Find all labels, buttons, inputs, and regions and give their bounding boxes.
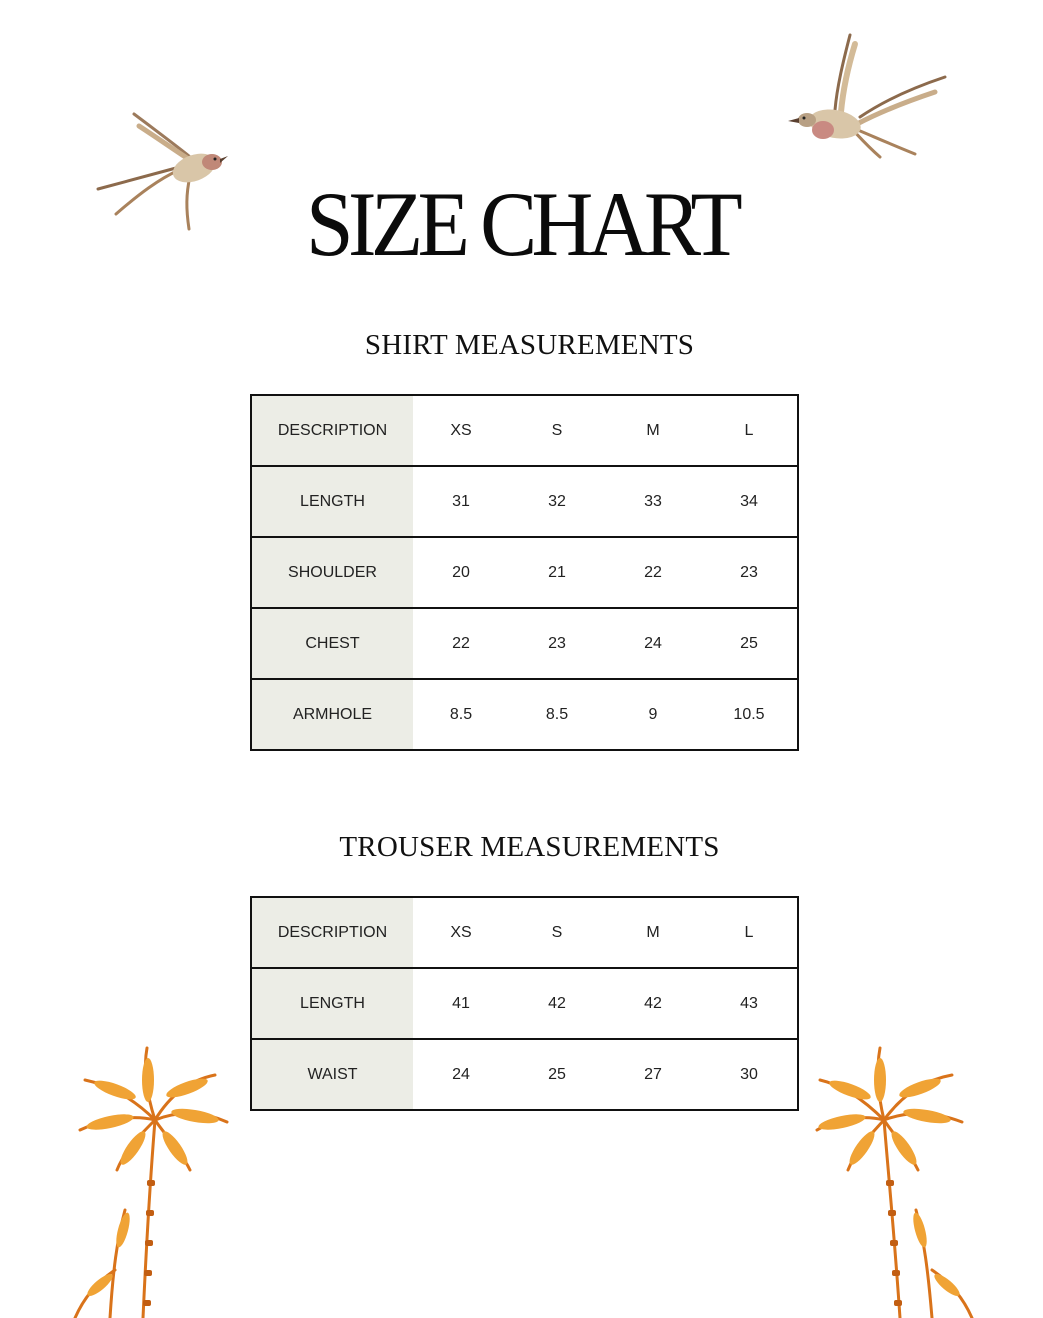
shirt-measurements-table (250, 394, 799, 751)
row-label: SHOULDER (251, 537, 413, 608)
table-cell: 10.5 (701, 679, 798, 750)
table-cell: 22 (605, 537, 701, 608)
row-label: CHEST (251, 608, 413, 679)
table-row (251, 466, 798, 537)
table-cell: 23 (701, 537, 798, 608)
table-header-row (251, 897, 798, 968)
table-row (251, 537, 798, 608)
table-cell: 24 (605, 608, 701, 679)
table-cell: 9 (605, 679, 701, 750)
table-header-row (251, 395, 798, 466)
table-cell: 30 (701, 1039, 798, 1110)
row-label: ARMHOLE (251, 679, 413, 750)
header-cell-l: L (744, 923, 754, 941)
header-cell-description: DESCRIPTION (251, 395, 413, 466)
table-cell: 25 (701, 608, 798, 679)
trouser-measurements-heading: TROUSER MEASUREMENTS (339, 831, 720, 863)
table-cell: 23 (509, 608, 605, 679)
table-row (251, 608, 798, 679)
table-cell: 21 (509, 537, 605, 608)
table-cell: 34 (701, 466, 798, 537)
table-cell: 24 (413, 1039, 509, 1110)
table-row (251, 1039, 798, 1110)
shirt-measurements-heading: SHIRT MEASUREMENTS (364, 329, 695, 361)
table-cell: 43 (701, 968, 798, 1039)
table-row (251, 968, 798, 1039)
table-cell: 31 (413, 466, 509, 537)
header-cell-l: L (744, 421, 754, 439)
table-cell: 22 (413, 608, 509, 679)
row-label: LENGTH (251, 968, 413, 1039)
header-cell-s: S (551, 421, 563, 439)
table-cell: 42 (509, 968, 605, 1039)
table-row (251, 679, 798, 750)
palm-tree-right-illustration (812, 1040, 992, 1318)
header-cell-m: M (646, 923, 660, 941)
palm-tree-left-illustration (55, 1040, 235, 1318)
table-cell: 25 (509, 1039, 605, 1110)
row-label: LENGTH (251, 466, 413, 537)
trouser-measurements-table (250, 896, 799, 1111)
table-cell: 27 (605, 1039, 701, 1110)
table-cell: 41 (413, 968, 509, 1039)
table-cell: 42 (605, 968, 701, 1039)
header-cell-xs: XS (450, 923, 472, 941)
table-cell: 32 (509, 466, 605, 537)
row-label: WAIST (251, 1039, 413, 1110)
header-cell-m: M (646, 421, 660, 439)
table-cell: 20 (413, 537, 509, 608)
table-cell: 8.5 (413, 679, 509, 750)
table-cell: 33 (605, 466, 701, 537)
table-cell: 8.5 (509, 679, 605, 750)
header-cell-s: S (551, 923, 563, 941)
header-cell-description: DESCRIPTION (251, 897, 413, 968)
swallow-right-illustration (785, 32, 950, 162)
header-cell-xs: XS (450, 421, 472, 439)
page-title: SIZE CHART (305, 173, 738, 275)
